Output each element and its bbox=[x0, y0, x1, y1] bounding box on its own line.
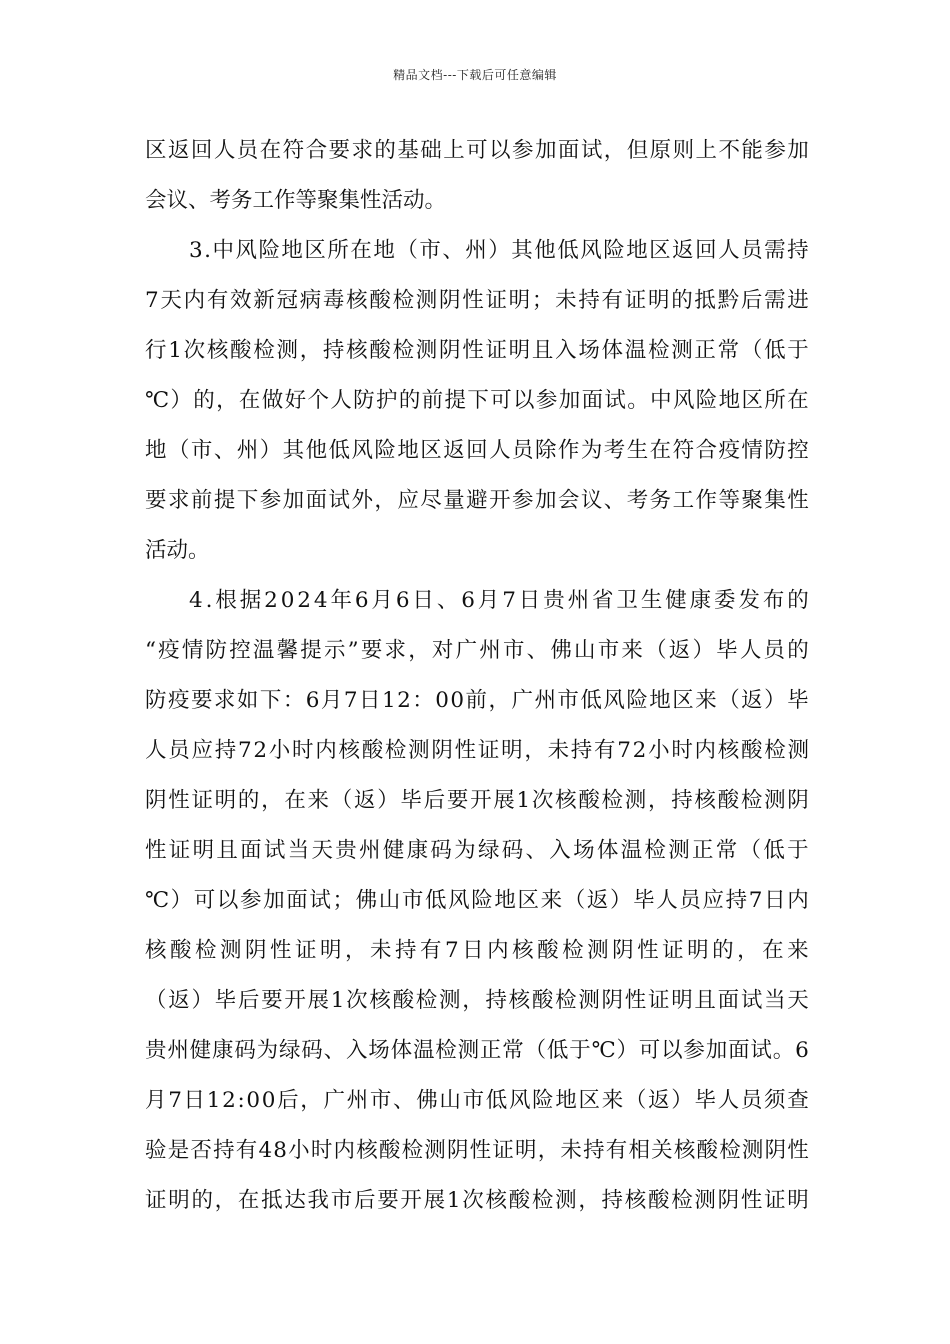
text-line: ℃ ） 的 ， 在 做 好 个 人 防 护 的 前 提 下 可 以 参 加 面 试 。 中 风 险 地 区 所 在 bbox=[145, 388, 809, 413]
text-line: 活动。 bbox=[145, 538, 210, 563]
document-body bbox=[145, 126, 809, 1226]
text-line: 证 明 的 ， 在 抵 达 我 市 后 要 开 展 1 次 核 酸 检 测 ， 持 核 酸 检 测 阴 性 证 明 bbox=[145, 1188, 809, 1213]
text-line: 性 证 明 且 面 试 当 天 贵 州 健 康 码 为 绿 码 、 入 场 体 温 检 测 正 常 （ 低 于 bbox=[145, 838, 809, 863]
text-line: 贵 州 健 康 码 为 绿 码 、 入 场 体 温 检 测 正 常 （ 低 于 ℃ ） 可 以 参 加 面 试 。 6 bbox=[145, 1038, 809, 1063]
paragraph-3-start: 3 . 中 风 险 地 区 所 在 地 （ 市 、 州 ） 其 他 低 风 险 地 区 返 回 人 员 需 持 bbox=[189, 238, 809, 263]
text-line: 验 是 否 持 有 4 8 小 时 内 核 酸 检 测 阴 性 证 明 ， 未 持 有 相 关 核 酸 检 测 阴 性 bbox=[145, 1138, 809, 1163]
text-line: 7 天 内 有 效 新 冠 病 毒 核 酸 检 测 阴 性 证 明 ； 未 持 有 证 明 的 抵 黔 后 需 进 bbox=[145, 288, 809, 313]
page-header: 精品文档---下载后可任意编辑 bbox=[393, 68, 557, 82]
text-line: ℃ ） 可 以 参 加 面 试 ； 佛 山 市 低 风 险 地 区 来 （ 返 ） 毕 人 员 应 持 7 日 内 bbox=[145, 888, 809, 913]
text-line: 人 员 应 持 7 2 小 时 内 核 酸 检 测 阴 性 证 明 ， 未 持 有 7 2 小 时 内 核 酸 检 测 bbox=[145, 738, 809, 763]
text-line: （ 返 ） 毕 后 要 开 展 1 次 核 酸 检 测 ， 持 核 酸 检 测 阴 性 证 明 且 面 试 当 天 bbox=[145, 988, 809, 1013]
text-line: 月 7 日 1 2 : 0 0 后 ， 广 州 市 、 佛 山 市 低 风 险 地 区 来 （ 返 ） 毕 人 员 须 查 bbox=[145, 1088, 809, 1113]
text-line: 要 求 前 提 下 参 加 面 试 外 ， 应 尽 量 避 开 参 加 会 议 、 考 务 工 作 等 聚 集 性 bbox=[145, 488, 809, 513]
paragraph-4-start: 4 . 根 据 2 0 2 4 年 6 月 6 日 、 6 月 7 日 贵 州 省 卫 生 健 康 委 发 布 的 bbox=[189, 588, 809, 613]
text-line: 阴 性 证 明 的 ， 在 来 （ 返 ） 毕 后 要 开 展 1 次 核 酸 检 测 ， 持 核 酸 检 测 阴 bbox=[145, 788, 809, 813]
text-line: 核 酸 检 测 阴 性 证 明 ， 未 持 有 7 日 内 核 酸 检 测 阴 性 证 明 的 ， 在 来 bbox=[145, 938, 809, 963]
text-line: 会议、考务工作等聚集性活动。 bbox=[145, 188, 447, 213]
text-line: 区 返 回 人 员 在 符 合 要 求 的 基 础 上 可 以 参 加 面 试 ， 但 原 则 上 不 能 参 加 bbox=[145, 138, 809, 163]
text-line: “ 疫 情 防 控 温 馨 提 示 ” 要 求 ， 对 广 州 市 、 佛 山 市 来 （ 返 ） 毕 人 员 的 bbox=[145, 638, 809, 663]
text-line: 地 （ 市 、 州 ） 其 他 低 风 险 地 区 返 回 人 员 除 作 为 考 生 在 符 合 疫 情 防 控 bbox=[145, 438, 809, 463]
text-line: 行 1 次 核 酸 检 测 ， 持 核 酸 检 测 阴 性 证 明 且 入 场 体 温 检 测 正 常 （ 低 于 bbox=[145, 338, 809, 363]
text-line: 防 疫 要 求 如 下 ： 6 月 7 日 1 2 ： 0 0 前 ， 广 州 市 低 风 险 地 区 来 （ 返 ） 毕 bbox=[145, 688, 809, 713]
